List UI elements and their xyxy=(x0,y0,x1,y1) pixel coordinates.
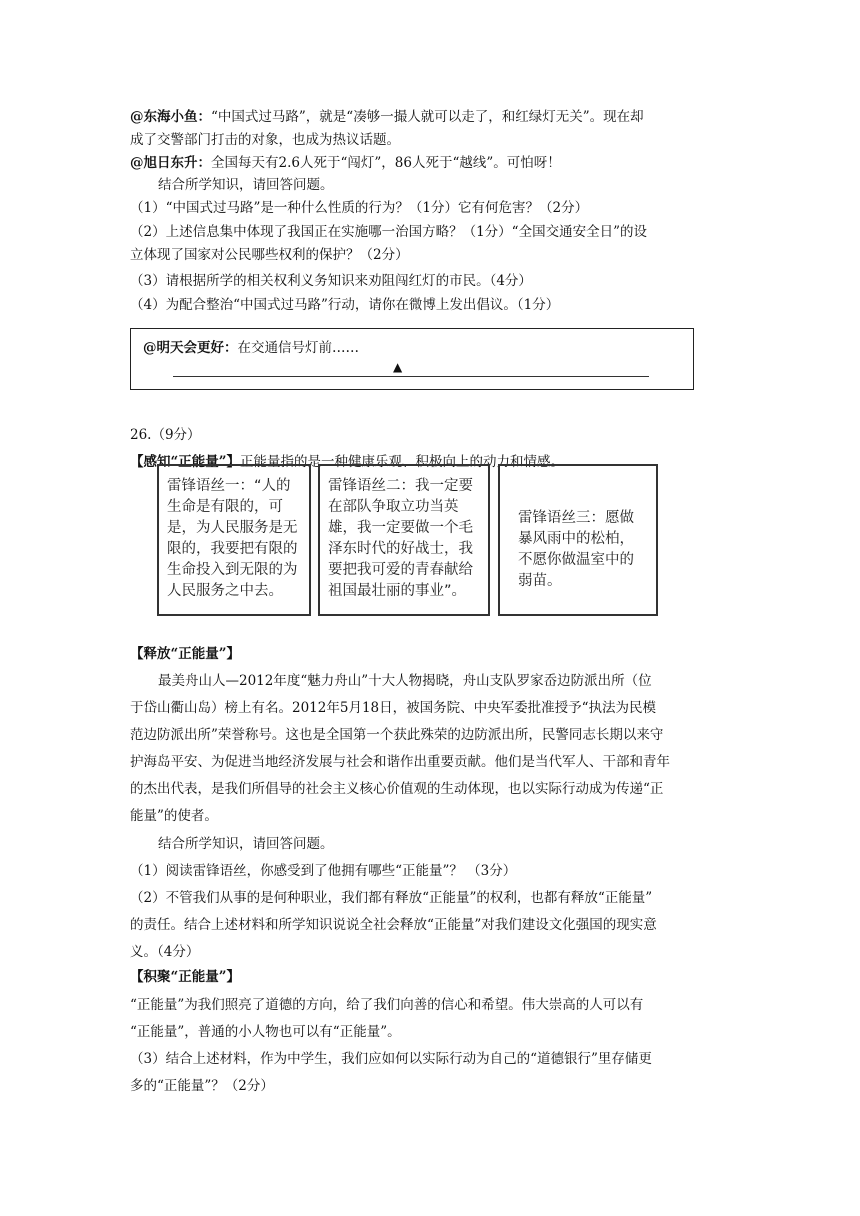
weibo-answer-box xyxy=(130,328,694,390)
leifeng-quote-1: 雷锋语丝一：“人的生命是有限的，可是，为人民服务是无限的，我要把有限的生命投入到无限的为人民服务之中去。 xyxy=(157,464,311,616)
release-line-1: 最美舟山人—2012年度“魅力舟山”十大人物揭晓，舟山支队罗家岙边防派出所（位 xyxy=(158,673,652,689)
leifeng-quote-3: 雷锋语丝三：愿做暴风雨中的松柏，不愿你做温室中的弱苗。 xyxy=(498,464,658,616)
triangle-marker-icon: ▲ xyxy=(393,360,403,374)
answer-username: @明天会更好： xyxy=(143,340,238,356)
release-line-6: 能量”的使者。 xyxy=(130,808,218,824)
release-line-4: 护海岛平安、为促进当地经济发展与社会和谐作出重要贡献。他们是当代军人、干部和青年 xyxy=(130,754,670,770)
q26-sub2-line3: 义。（4分） xyxy=(130,944,200,960)
leifeng-quote-2: 雷锋语丝二：我一定要在部队争取立功当英雄，我一定要做一个毛泽东时代的好战士，我要把我可爱的青春献给祖国最壮丽的事业”。 xyxy=(318,464,490,616)
weibo-post-xuri xyxy=(130,152,730,174)
accumulate-heading-text: 【积聚“正能量”】 xyxy=(130,969,241,985)
section-heading-accumulate xyxy=(130,966,730,988)
perceive-text: 正能量指的是一种健康乐观、积极向上的动力和情感。 xyxy=(240,454,565,470)
accumulate-line-1: “正能量”为我们照亮了道德的方向，给了我们向善的信心和希望。伟大崇高的人可以有 xyxy=(130,997,644,1013)
release-line-2: 于岱山衢山岛）榜上有名。2012年5月18日，被国务院、中央军委批准授予“执法为民模 xyxy=(130,700,657,716)
answer-line xyxy=(173,376,649,377)
q26-sub3-line2: 多的“正能量”？（2分） xyxy=(130,1078,274,1094)
q26-sub3-line1: （3）结合上述材料，作为中学生，我们应如何以实际行动为自己的“道德银行”里存储更 xyxy=(130,1051,652,1067)
release-heading-text: 【释放“正能量”】 xyxy=(130,646,241,662)
answer-prompt xyxy=(143,337,359,359)
q25-sub2-line1: （2）上述信息集中体现了我国正在实施哪一治国方略？（1分）“全国交通安全日”的设 xyxy=(130,224,647,240)
q25-intro: 结合所学知识，请回答问题。 xyxy=(158,177,334,193)
answer-lead-text: 在交通信号灯前…… xyxy=(237,340,359,356)
release-line-3: 范边防派出所”荣誉称号。这也是全国第一个获此殊荣的边防派出所，民警同志长期以来守 xyxy=(130,727,664,743)
section-heading-perceive: 【感知“正能量”】 xyxy=(130,454,241,470)
release-line-5: 的杰出代表，是我们所倡导的社会主义核心价值观的生动体现，也以实际行动成为传递“正 xyxy=(130,781,664,797)
accumulate-line-2: “正能量”，普通的小人物也可以有“正能量”。 xyxy=(130,1024,401,1040)
weibo-post-donghai xyxy=(130,106,730,128)
q26-sub2-line1: （2）不管我们从事的是何种职业，我们都有释放“正能量”的权利，也都有释放“正能量” xyxy=(130,890,653,906)
post-text: “中国式过马路”，就是“凑够一撮人就可以走了，和红绿灯无关”。现在却 xyxy=(211,109,644,125)
q25-sub1: （1）“中国式过马路”是一种什么性质的行为？（1分）它有何危害？（2分） xyxy=(130,200,589,216)
post-username: @旭日东升： xyxy=(130,155,211,171)
q25-sub2-line2: 立体现了国家对公民哪些权利的保护？（2分） xyxy=(130,247,409,263)
weibo-post-donghai-cont xyxy=(130,129,730,151)
q26-intro: 结合所学知识，请回答问题。 xyxy=(158,836,334,852)
q25-sub3: （3）请根据所学的相关权利义务知识来劝阻闯红灯的市民。（4分） xyxy=(130,273,532,289)
post-text: 成了交警部门打击的对象，也成为热议话题。 xyxy=(130,132,400,148)
q25-sub4: （4）为配合整治“中国式过马路”行动，请你在微博上发出倡议。（1分） xyxy=(130,297,560,313)
post-username: @东海小鱼： xyxy=(130,109,211,125)
q26-sub1: （1）阅读雷锋语丝，你感受到了他拥有哪些“正能量”？ （3分） xyxy=(130,863,517,879)
post-text: 全国每天有2.6人死于“闯灯”，86人死于“越线”。可怕呀！ xyxy=(211,155,561,171)
section-heading-release xyxy=(130,643,730,665)
q26-number: 26.（9分） xyxy=(130,427,201,443)
q26-sub2-line2: 的责任。结合上述材料和所学知识说说全社会释放“正能量”对我们建设文化强国的现实意 xyxy=(130,917,657,933)
